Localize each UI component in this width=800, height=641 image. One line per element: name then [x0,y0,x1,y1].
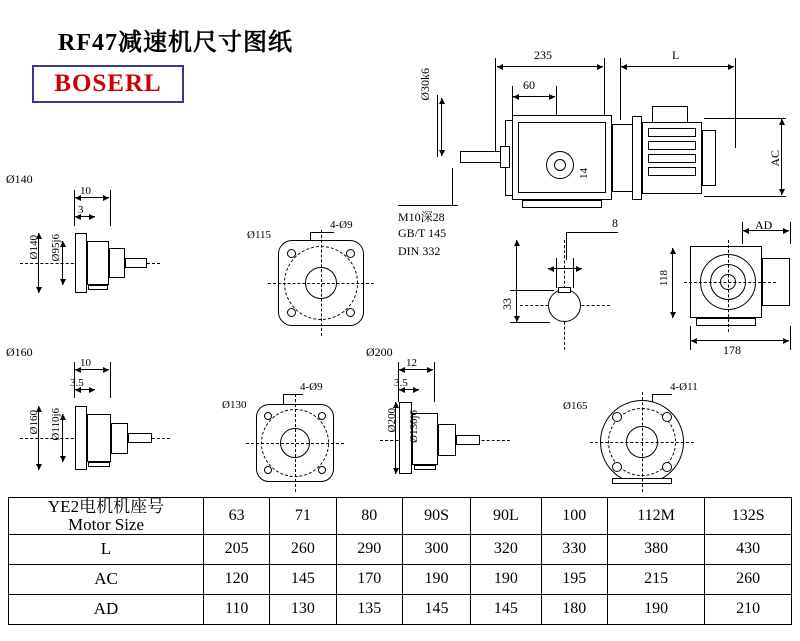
table-cell: 145 [471,594,541,624]
table-row-label: AD [9,594,204,624]
table-cell: 71 [270,498,336,535]
gearbox-center-hub-inner [554,159,566,171]
label-dia-140-left: Ø140 [28,235,40,260]
dim-60-label: 60 [523,78,535,92]
dimension-table [8,497,792,625]
table-cell: 190 [607,594,704,624]
flange-200-foot [414,465,436,470]
flange-165-hole-tl [612,412,622,422]
flange-160-plate [75,406,87,470]
flange-140-shaft [125,258,147,268]
flange-130-hole-tl [264,412,272,420]
table-cell: 120 [204,564,270,594]
gearbox-shaft-shoulder [500,146,510,168]
motor-terminal-box [652,106,688,123]
flange-165-hole-tr [662,412,672,422]
motor-fan-cover [702,130,716,186]
flange-200-hub [438,424,456,456]
label-dia-160-left: Ø160 [28,410,40,435]
table-row [9,564,792,594]
page-title: RF47减速机尺寸图纸 [58,30,293,56]
label-3-5-b: 3.5 [394,377,408,389]
label-10: 10 [80,185,91,197]
dim-shaft-dia-label: Ø30k6 [418,68,432,101]
label-4-dia-9: 4-Ø9 [330,219,353,231]
flange-140-plate [75,233,87,293]
table-header-label [9,498,204,535]
flange-165-hole-br [662,462,672,472]
motor-fins-1 [648,128,696,137]
table-cell: 135 [336,594,402,624]
table-cell: 215 [607,564,704,594]
table-cell: 190 [402,564,470,594]
brand-logo-text: BOSERL [54,70,162,97]
dim-AD-label: AD [755,218,773,232]
flange-160-foot [88,462,110,467]
label-dia-130j6: Ø130j6 [408,410,420,443]
label-3-5: 3.5 [70,377,84,389]
flange-200-shaft [456,435,480,445]
label-12: 12 [406,357,417,369]
label-dia-200-top: Ø200 [366,345,393,359]
table-cell: 380 [607,534,704,564]
dim-178-label: 178 [723,343,741,357]
dim-8-label: 8 [612,216,618,230]
shaft-section-key [558,287,571,293]
flange-130-hole-bl [264,466,272,474]
label-dia-165: Ø165 [563,400,588,412]
label-dia-160-top: Ø160 [6,345,33,359]
table-cell: 260 [270,534,336,564]
table-row-label: L [9,534,204,564]
thread-note-line2: GB/T 145 [398,226,447,240]
flange-115-hole-tl [287,249,296,258]
table-cell: 100 [541,498,607,535]
dim-118-label: 118 [658,270,670,287]
dim-235-label: 235 [534,48,552,62]
table-cell: 90L [471,498,541,535]
table-cell: 112M [607,498,704,535]
table-cell: 190 [471,564,541,594]
table-cell: 430 [705,534,792,564]
flange-115-hole-bl [287,308,296,317]
label-dia-130: Ø130 [222,399,247,411]
table-cell: 80 [336,498,402,535]
table-row-header [9,498,792,535]
flange-115-hole-tr [346,249,355,258]
table-row [9,594,792,624]
dim-L-label: L [672,48,680,62]
flange-160-hub [111,423,128,454]
table-header-label-en: Motor Size [67,514,145,534]
flange-140-foot [88,285,108,290]
flange-130-hole-tr [318,412,326,420]
flange-130-hole-br [318,466,326,474]
table-cell: 170 [336,564,402,594]
table-cell: 130 [270,594,336,624]
brand-logo [32,65,184,103]
label-dia-95j6: Ø95j6 [50,234,62,262]
table-cell: 300 [402,534,470,564]
gearbox-foot [522,200,602,208]
flange-140-body [87,241,109,285]
label-dia-140-top: Ø140 [6,172,33,186]
table-cell: 290 [336,534,402,564]
table-cell: 90S [402,498,470,535]
table-cell: 145 [270,564,336,594]
label-4-dia-9-b: 4-Ø9 [300,381,323,393]
label-4-dia-11: 4-Ø11 [670,381,698,393]
table-cell: 205 [204,534,270,564]
table-cell: 63 [204,498,270,535]
label-dia-110j6: Ø110j6 [50,408,62,441]
table-cell: 260 [705,564,792,594]
flange-160-shaft [128,433,152,443]
flange-165-hole-bl [612,462,622,472]
motor-fins-3 [648,154,696,163]
motor-fins-2 [648,141,696,150]
dim-AC-label: AC [768,150,782,167]
table-cell: 145 [402,594,470,624]
table-row [9,534,792,564]
flange-160-body [87,414,111,462]
end-view-foot [696,318,756,326]
table-cell: 180 [541,594,607,624]
table-row-label: AC [9,564,204,594]
label-3: 3 [78,204,84,216]
table-cell: 110 [204,594,270,624]
label-dia-200-left: Ø200 [386,408,398,433]
dim-33-label: 33 [500,298,514,310]
motor-fins-4 [648,167,696,176]
table-cell: 320 [471,534,541,564]
label-dia-115: Ø115 [247,229,272,241]
label-10-b: 10 [80,357,91,369]
shaft-section-circle [548,289,581,322]
table-cell: 330 [541,534,607,564]
table-cell: 210 [705,594,792,624]
table-header-label-cn: YE2电机机座号 [47,497,165,516]
flange-115-hole-br [346,308,355,317]
motor-adapter-flange [632,116,642,200]
dim-key-14-label: 14 [578,168,590,179]
thread-note-line3: DIN 332 [398,244,441,258]
thread-note-line1: M10深28 [398,210,445,224]
table-cell: 132S [705,498,792,535]
flange-140-hub [109,248,125,278]
table-cell: 195 [541,564,607,594]
